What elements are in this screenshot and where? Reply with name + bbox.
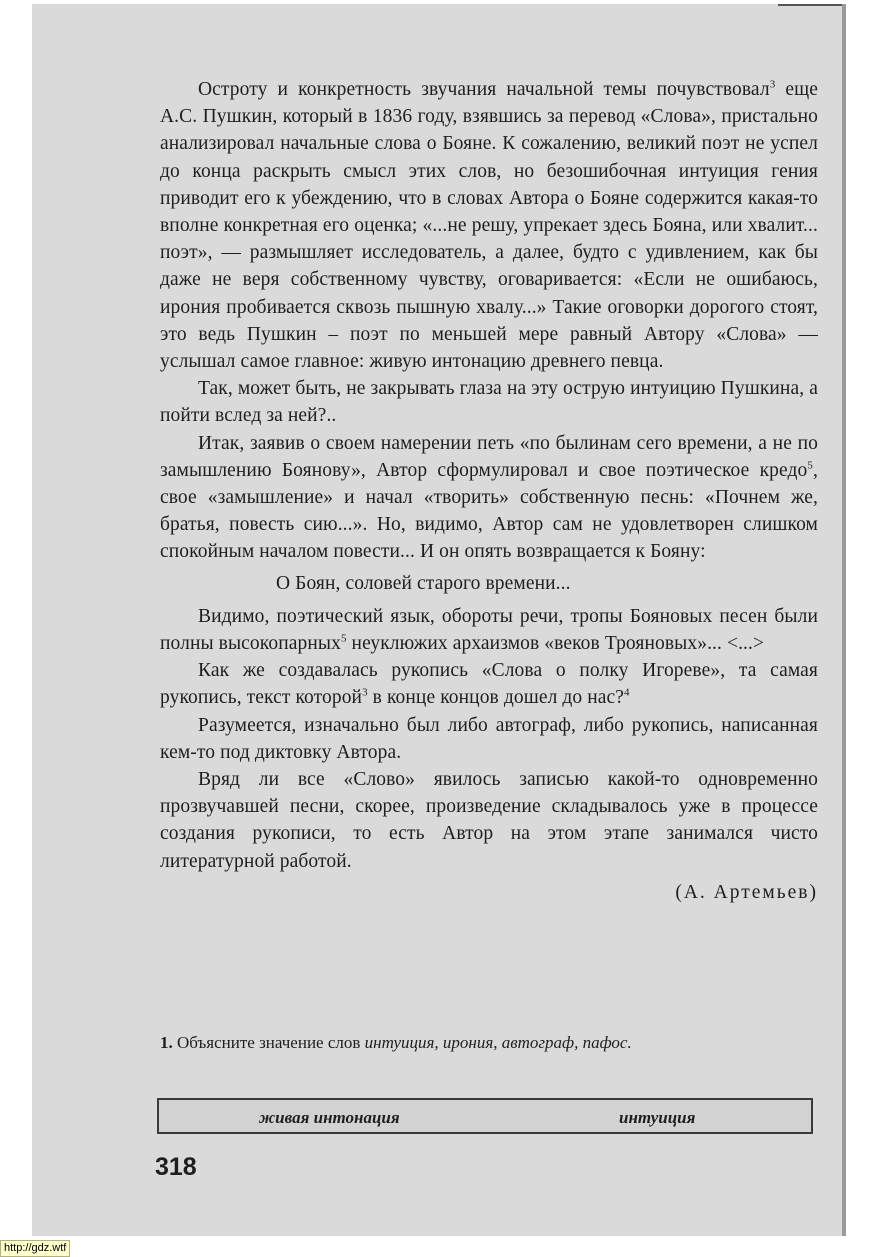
paragraph-5: Как же создавалась рукопись «Слова о полку Игореве», та самая рукопись, текст которой$^3$ в конце концов дошел до нас?$^4$ [160,660,818,709]
paragraph-1: Остроту и конкретность звучания начальной темы почувствовал$^3$ еще А.С. Пушкин, который в 1836 году, взявшись за перевод «Слова», пристально анализировал начальные слова о Бояне. К сожалению, великий поэт не успел до конца раскрыть смысл этих слов, но безошибочная интуиция гения приводит его к убеждению, что в словах Автора о Бояне содержится какая-то вполне конкретная его оценка; «...не решу, упрекает здесь Бояна, или хвалит... поэт», — размышляет исследователь, а далее, будто с удивлением, как бы даже не веря собственному чувству, оговаривается: «Если не ошибаюсь, ирония пробивается сквозь пышную хвалу...» Такие оговорки дорогого стоят, это ведь Пушкин – поэт по меньшей мере равный Автору «Слова» — услышал самое главное: живую интонацию древнего певца. [160,78,818,373]
keyword-right: интуиция [619,1108,696,1127]
question-terms: интуиция, ирония, автограф, пафос. [364,1033,632,1052]
main-text [160,76,818,906]
paragraph-7: Вряд ли все «Слово» явилось записью какой-то одновременно прозвучавшей песни, скорее, произведение складывалось уже в процессе создания рукописи, то есть Автор на этом этапе занимался чисто литературной работой. [160,769,818,872]
watermark-link[interactable]: http://gdz.wtf [0,1240,70,1257]
paragraph-4: Видимо, поэтический язык, обороты речи, тропы Бояновых песен были полны высокопарных$^5$ неуклюжих архаизмов «веков Трояновых»... <...> [160,605,818,655]
exercise-question [160,1032,820,1054]
corner-line [778,4,842,6]
paragraph-2: Так, может быть, не закрывать глаза на эту острую интуицию Пушкина, а пойти вслед за ней?.. [160,378,818,427]
poem-line: О Боян, соловей старого времени... [276,572,571,594]
keyword-left: живая интонация [259,1108,400,1127]
author-signature: (А. Артемьев) [675,881,818,903]
page-number: 318 [155,1153,197,1181]
paragraph-6: Разумеется, изначально был либо автограф, либо рукопись, написанная кем-то под диктовку Автора. [160,714,818,763]
paragraph-3: Итак, заявив о своем намерении петь «по былинам сего времени, а не по замышлению Боянову», Автор сформулировал и свое поэтическое кредо$^5$, свое «замышление» и начал «творить» собственную песнь: «Почнем же, братья, повесть сию...». Но, видимо, Автор сам не удовлетворен слишком спокойным началом повести... И он опять возвращается к Бояну: [160,432,818,563]
question-text: Объясните значение слов [172,1033,365,1052]
keyword-bar [157,1098,813,1134]
question-number: 1. [160,1033,173,1052]
page-edge [842,4,846,1236]
